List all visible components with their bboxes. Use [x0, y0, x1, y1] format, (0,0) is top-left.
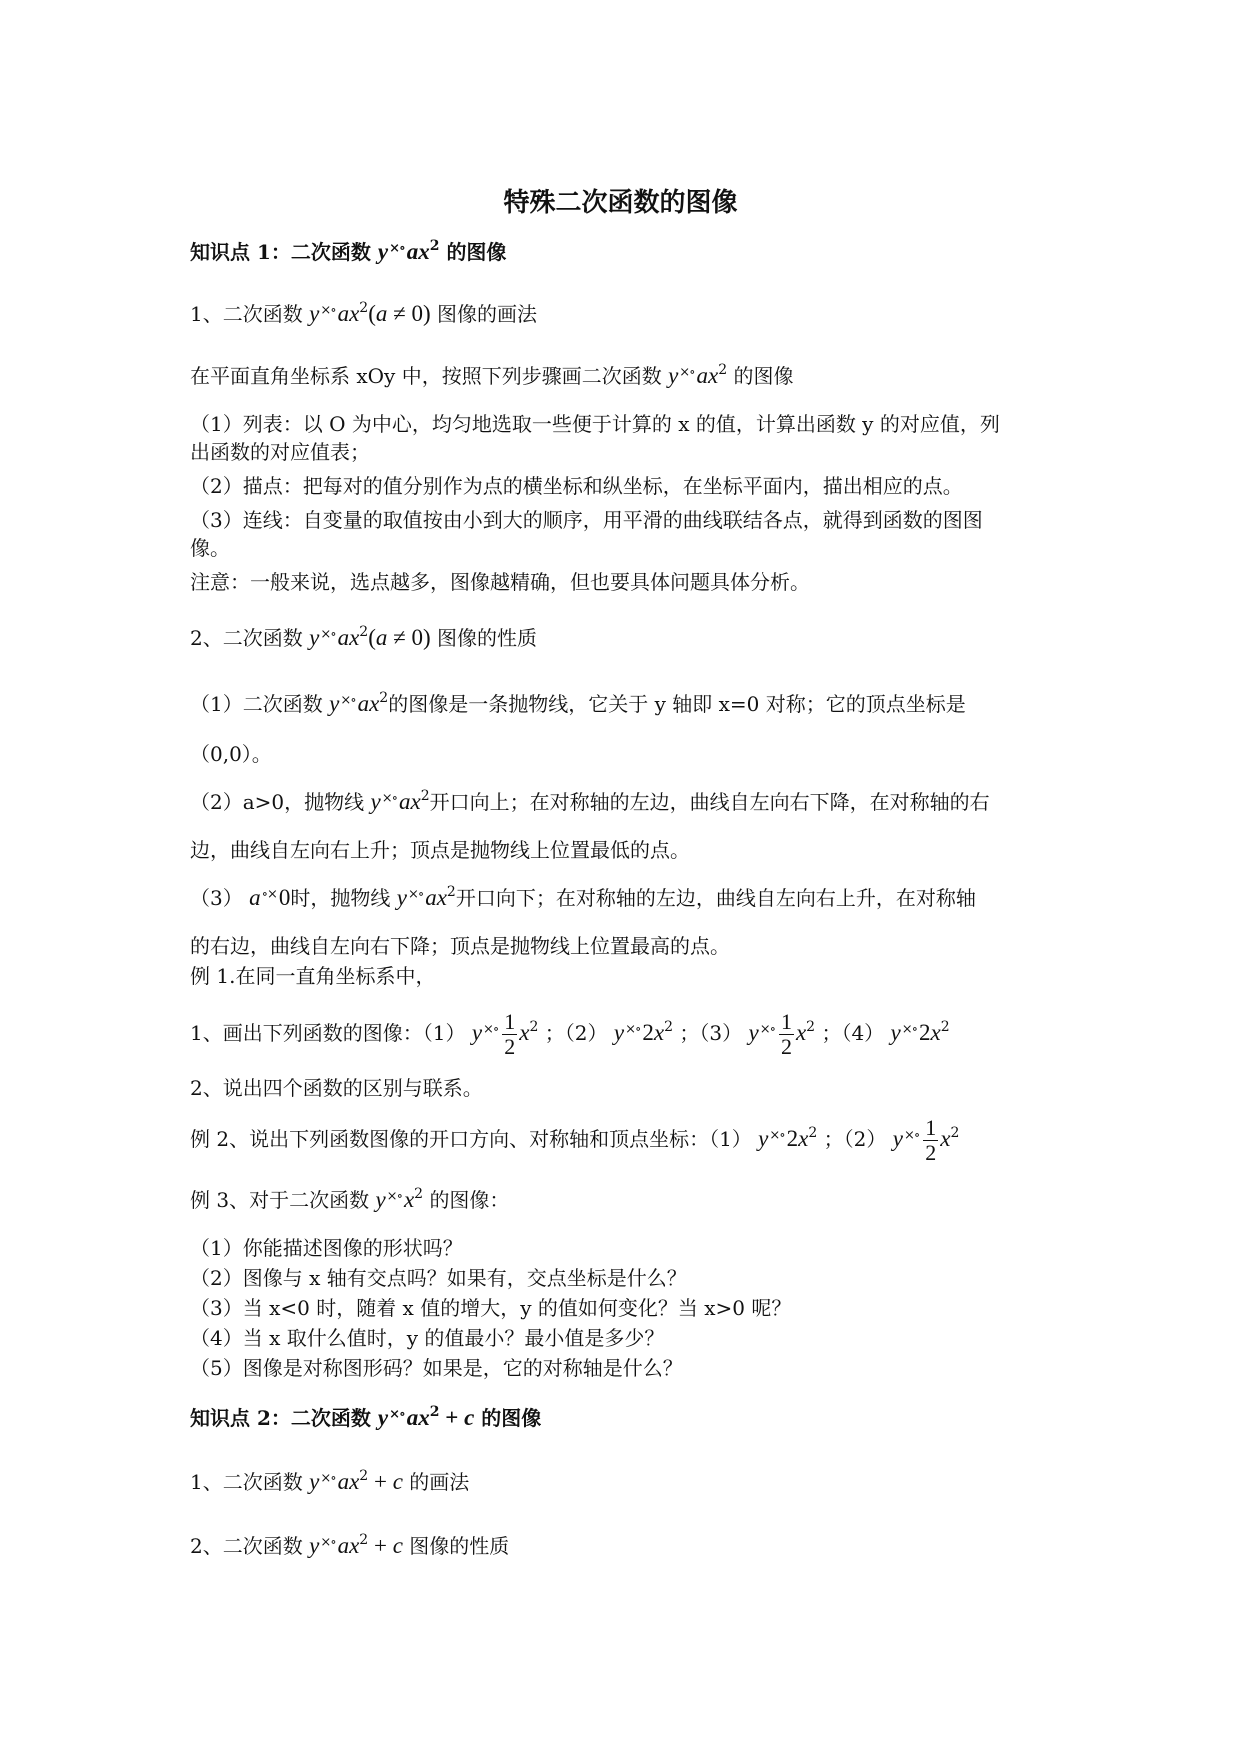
paragraph-line: （3） a∘×0时，抛物线 $y^{\times\circ}ax^2$开口向下；在对称轴的左边，曲线自左向右上升，在对称轴: [190, 884, 976, 910]
paragraph-line: （2）描点：把每对的值分别作为点的横坐标和纵坐标，在坐标平面内，描出相应的点。: [190, 474, 963, 498]
paragraph-line: 注意：一般来说，选点越多，图像越精确，但也要具体问题具体分析。: [190, 570, 810, 594]
section-heading-1: 知识点 1：二次函数 $y^{\times\circ}ax^2$ 的图像: [190, 238, 507, 264]
list-item: （2）图像与 x 轴有交点吗？如果有，交点坐标是什么？: [190, 1266, 687, 1290]
paragraph-line: 例 1.在同一直角坐标系中，: [190, 964, 436, 988]
formula: y: [377, 239, 389, 264]
paragraph-line: （0,0）。: [190, 742, 272, 766]
list-item: （3）当 x<0 时，随着 x 值的增大，y 的值如何变化？当 x>0 呢？: [190, 1296, 792, 1320]
example-1-functions: 1、画出下列函数的图像：（1） y×∘ $\frac{1}{2}$ $x^2$ ；（2） $y^{\times\circ}2x^2$ ；（3） y×∘ $\frac{1}{2}$ $x^2$ ；（4） $y^{\times\circ}2x^2$: [190, 1009, 950, 1059]
paragraph-line: 的右边，曲线自左向右下降；顶点是抛物线上位置最高的点。: [190, 934, 730, 958]
paragraph-line: （1）列表：以 O 为中心，均匀地选取一些便于计算的 x 的值，计算出函数 y 的对应值，列: [190, 412, 1000, 436]
list-item: （4）当 x 取什么值时，y 的值最小？最小值是多少？: [190, 1326, 665, 1350]
paragraph-line: （2）a>0，抛物线 $y^{\times\circ}ax^2$开口向上；在对称轴的左边，曲线自左向右下降，在对称轴的右: [190, 788, 990, 814]
section-heading-2-label: 知识点 2：二次函数: [190, 1406, 371, 1430]
paragraph-line: 1、二次函数 $y^{\times\circ}ax^2 + c$ 的画法: [190, 1468, 470, 1494]
page-title: 特殊二次函数的图像: [503, 188, 738, 218]
paragraph-line: 出函数的对应值表；: [190, 440, 370, 464]
paragraph-line: 2、二次函数 $y^{\times\circ}ax^2(a \ne 0)$ 图像的性质: [190, 624, 538, 650]
list-item: （5）图像是对称图形码？如果是，它的对称轴是什么？: [190, 1356, 683, 1380]
section-heading-2: 知识点 2：二次函数 $y^{\times\circ}ax^2 + c$ 的图像: [190, 1404, 542, 1430]
list-item: （1）你能描述图像的形状吗？: [190, 1236, 463, 1260]
section-heading-1-tail: 的图像: [446, 240, 507, 264]
paragraph-line: 1、二次函数 $y^{\times\circ}ax^2(a \ne 0)$ 图像的画法: [190, 300, 538, 326]
paragraph-line: 2、说出四个函数的区别与联系。: [190, 1076, 483, 1100]
paragraph-line: 例 3、对于二次函数 $y^{\times\circ}x^2$ 的图像：: [190, 1186, 510, 1212]
section-heading-2-tail: 的图像: [481, 1406, 542, 1430]
example-2-functions: 例 2、说出下列函数图像的开口方向、对称轴和顶点坐标：（1） $y^{\times\circ}2x^2$ ；（2） y×∘ $\frac{1}{2}$ $x^2$: [190, 1115, 960, 1165]
paragraph-line: 像。: [190, 536, 230, 560]
paragraph-line: 边，曲线自左向右上升；顶点是抛物线上位置最低的点。: [190, 838, 690, 862]
paragraph-line: 在平面直角坐标系 xOy 中，按照下列步骤画二次函数 $y^{\times\circ}ax^2$ 的图像: [190, 362, 794, 388]
section-heading-1-label: 知识点 1：二次函数: [190, 240, 371, 264]
paragraph-line: 2、二次函数 $y^{\times\circ}ax^2 + c$ 图像的性质: [190, 1532, 510, 1558]
paragraph-line: （3）连线：自变量的取值按由小到大的顺序，用平滑的曲线联结各点，就得到函数的图图: [190, 508, 983, 532]
paragraph-line: （1）二次函数 $y^{\times\circ}ax^2$的图像是一条抛物线，它关于 y 轴即 x=0 对称；它的顶点坐标是: [190, 690, 966, 716]
